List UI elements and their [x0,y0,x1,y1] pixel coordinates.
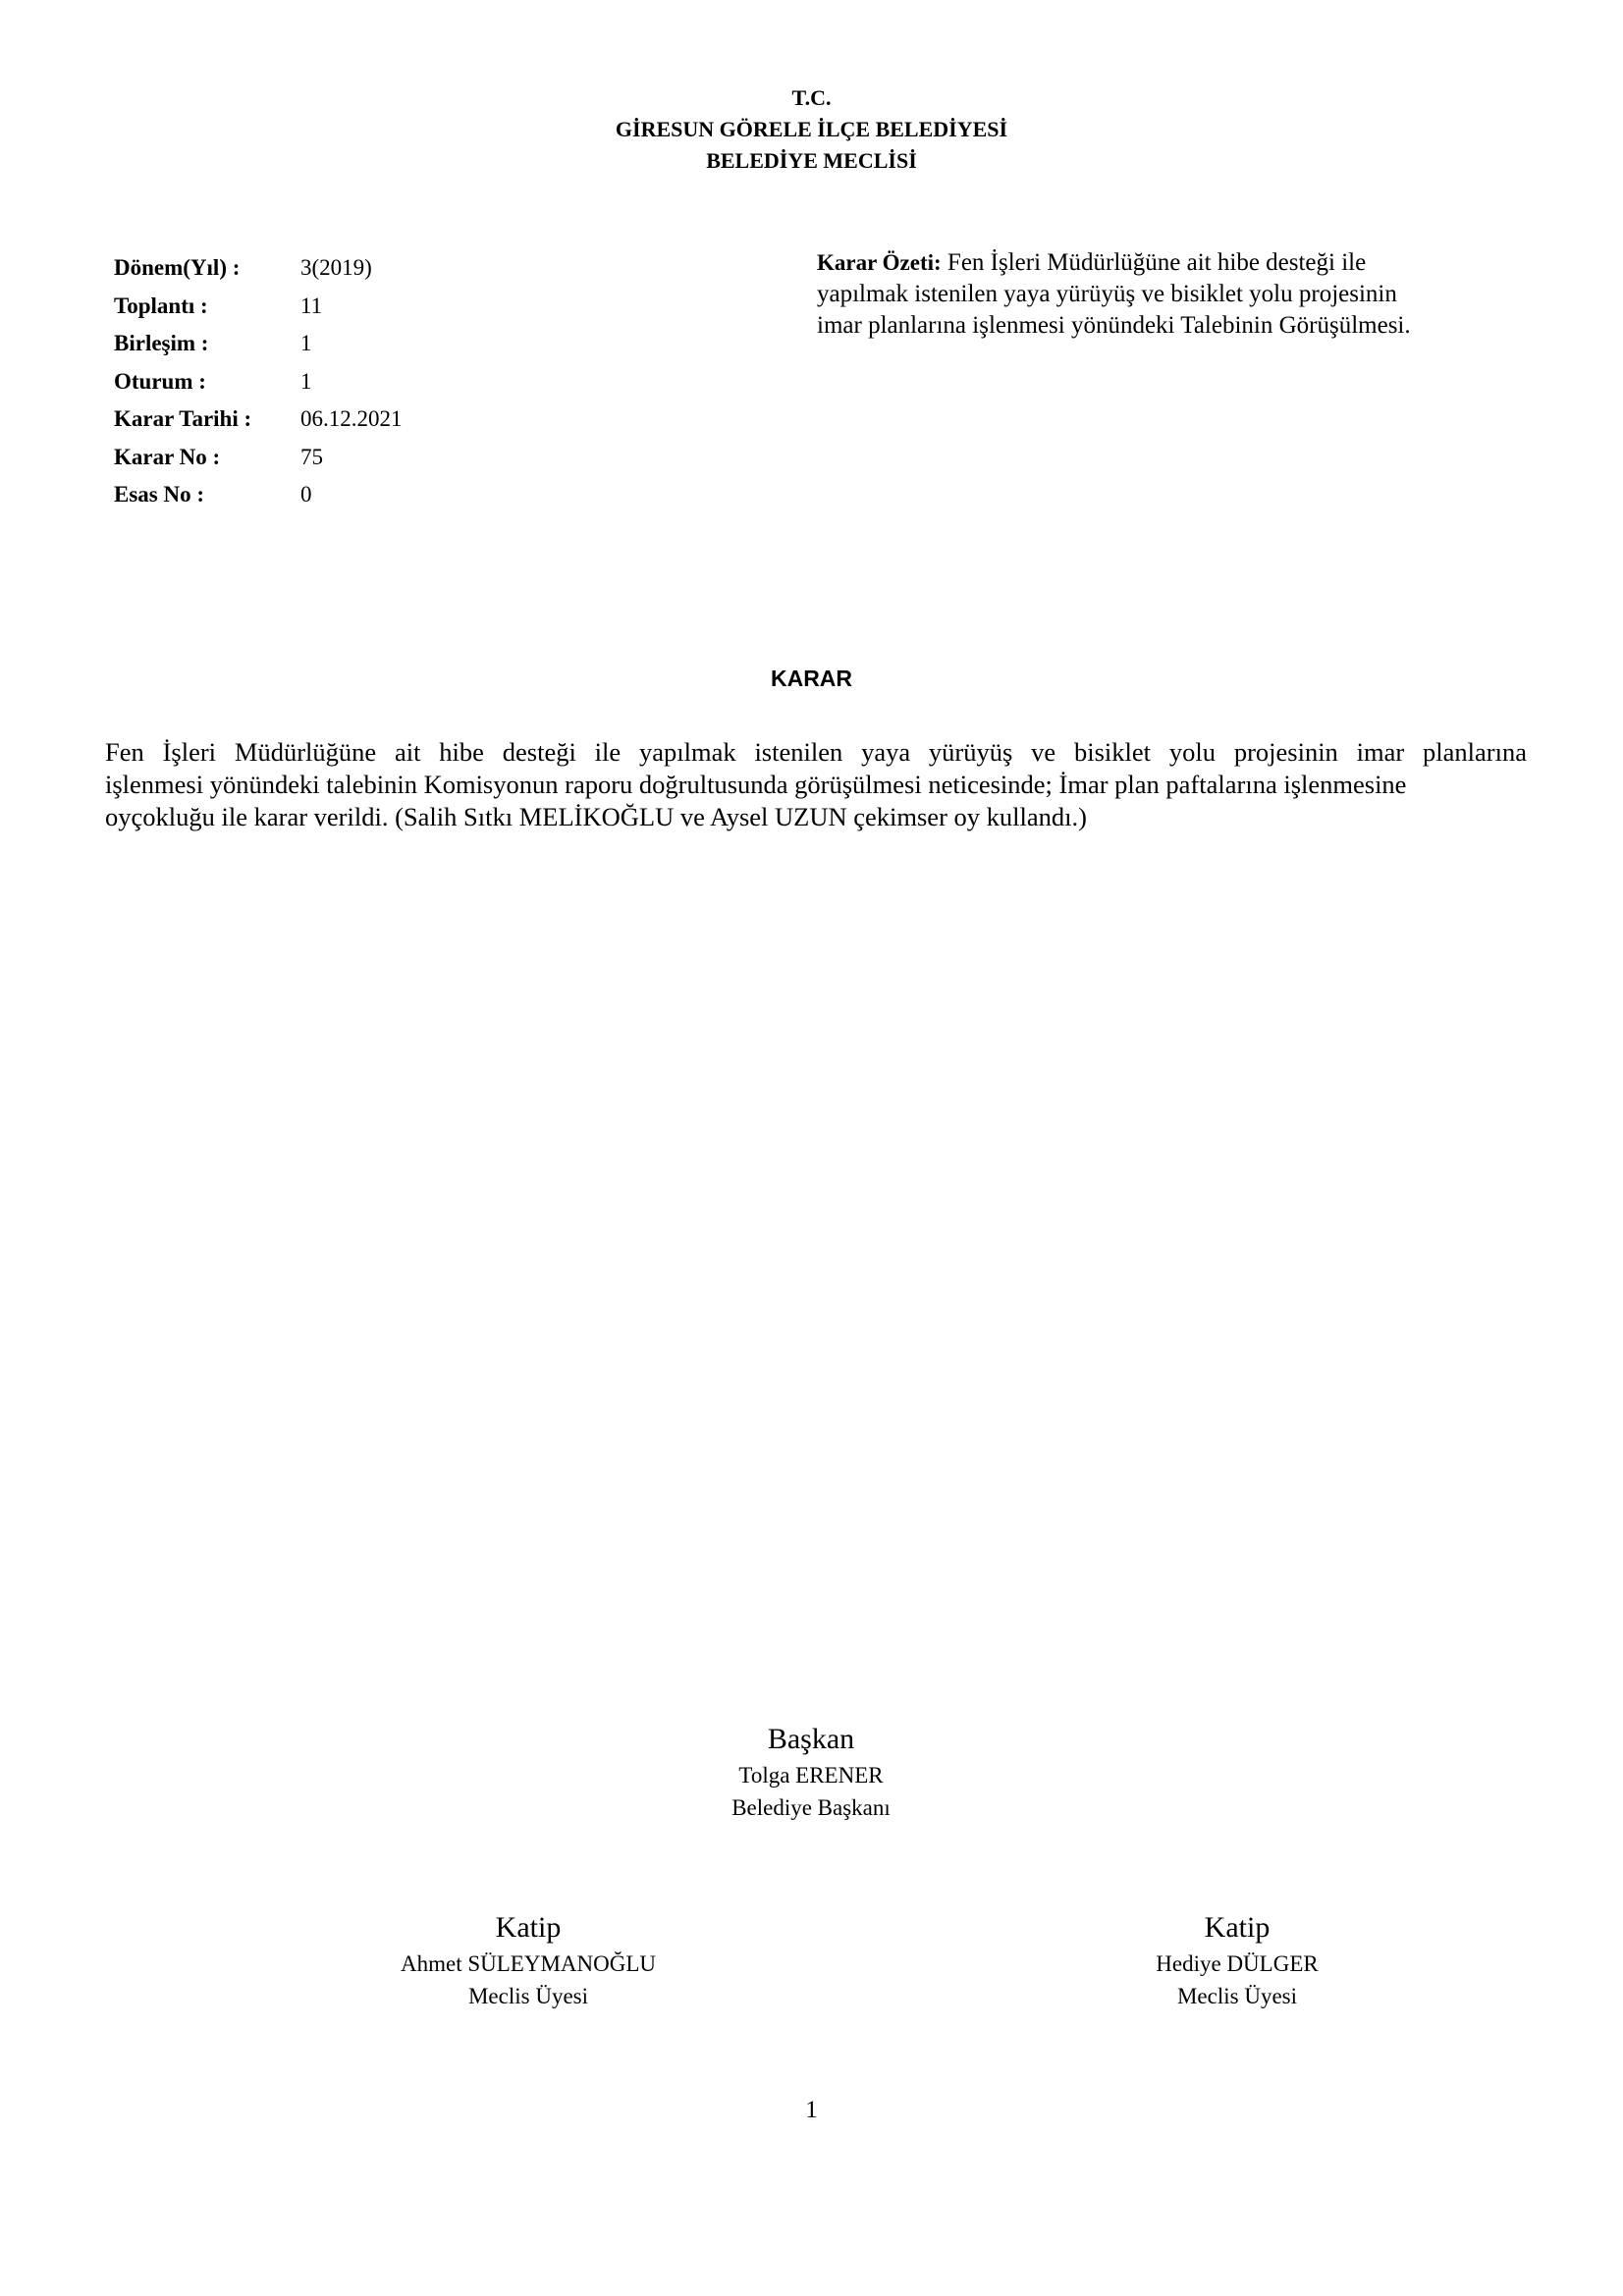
meta-value: 1 [300,368,312,394]
meta-label: Esas No : [114,482,205,507]
signature-role: Belediye Başkanı [731,1795,891,1820]
meta-value: 3(2019) [300,255,372,280]
document-header [0,82,1623,177]
signature-name: Hediye DÜLGER [1156,1951,1319,1976]
summary-line [817,247,1524,279]
meta-row-decision-no [114,443,403,481]
meta-label: Toplantı : [114,293,208,318]
signature-title: Katip [495,1911,562,1944]
meta-row-decision-date [114,404,403,443]
signature-title: Başkan [767,1723,855,1755]
meta-label: Dönem(Yıl) : [114,255,241,280]
decision-text-line: işlenmesi yönündeki talebinin Komisyonun raporu doğrultusunda görüşülmesi neticesinde; İmar plan paftalarına işlenmesine [105,770,1407,799]
decision-title: KARAR [770,666,853,691]
signature-clerk-1 [332,1908,725,2012]
signature-president [615,1720,1007,1824]
summary-line: imar planlarına işlenmesi yönündeki Talebinin Görüşülmesi. [817,312,1411,339]
meta-row-period [114,253,403,292]
header-line-tc: T.C. [791,85,832,110]
meta-value: 1 [300,331,312,355]
header-line-council: BELEDİYE MECLİSİ [706,148,917,173]
meta-label: Birleşim : [114,331,209,355]
signature-title: Katip [1204,1911,1271,1944]
decision-text-line: oyçokluğu ile karar verildi. (Salih Sıtkı MELİKOĞLU ve Aysel UZUN çekimser oy kullandı.) [105,802,1087,831]
header-line-municipality: GİRESUN GÖRELE İLÇE BELEDİYESİ [615,117,1008,141]
signature-name: Ahmet SÜLEYMANOĞLU [400,1951,656,1976]
meta-label: Karar No : [114,444,221,469]
signature-name: Tolga ERENER [738,1763,884,1788]
meta-label: Karar Tarihi : [114,406,252,431]
page-number: 1 [805,2097,818,2123]
meta-row-sitting [114,367,403,405]
meta-row-basis-no [114,480,403,518]
signature-clerk-2 [1041,1908,1434,2012]
decision-text [105,736,1527,833]
summary-line: yapılmak istenilen yaya yürüyüş ve bisiklet yolu projesinin [817,281,1397,307]
decision-meta-table [114,253,403,518]
meta-label: Oturum : [114,368,206,394]
meta-value: 06.12.2021 [300,406,403,431]
meta-row-session [114,329,403,367]
summary-text: Fen İşleri Müdürlüğüne ait hibe desteği ile [947,249,1367,276]
meta-value: 75 [300,444,323,469]
summary-label: Karar Özeti: [817,250,942,275]
meta-value: 0 [300,482,312,507]
decision-text-line: Fen İşleri Müdürlüğüne ait hibe desteği ile yapılmak istenilen yaya yürüyüş ve bisiklet yolu projesinin imar planlarına [105,737,1527,767]
meta-row-meeting [114,292,403,330]
signature-role: Meclis Üyesi [467,1984,588,2008]
decision-summary [817,247,1524,342]
meta-value: 11 [300,293,323,318]
signature-role: Meclis Üyesi [1176,1984,1297,2008]
